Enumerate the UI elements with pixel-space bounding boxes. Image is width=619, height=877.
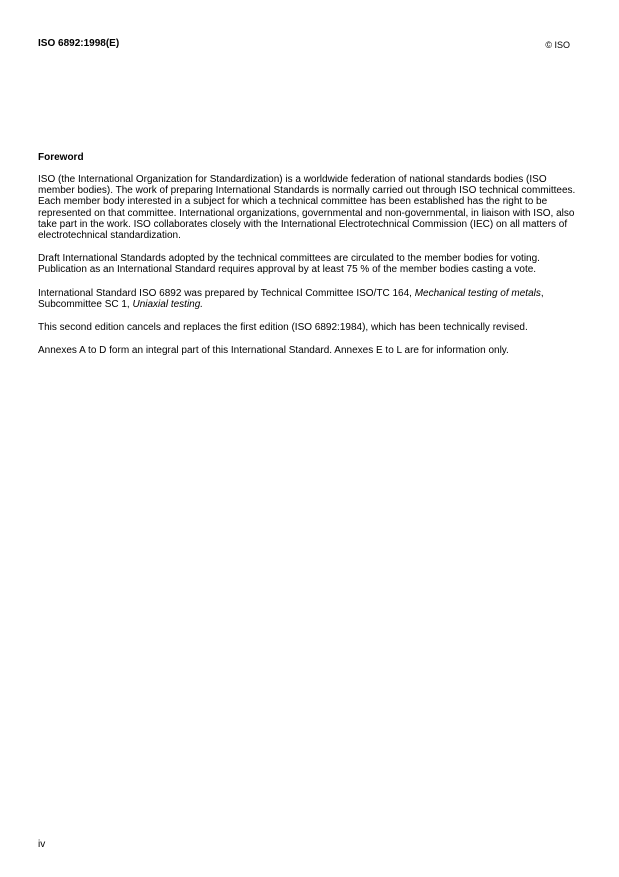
page-number: iv [38, 839, 46, 850]
standard-number: ISO 6892:1998(E) [38, 38, 120, 49]
subcommittee-name: Uniaxial testing. [132, 298, 204, 310]
foreword-paragraph-4: This second edition cancels and replaces the first edition (ISO 6892:1984), which has been technically revised. [38, 322, 528, 334]
foreword-paragraph-2: Draft International Standards adopted by the technical committees are circulated to the member bodies for voting. Publication as an International Standard requires approval by at least 75 % of the member bodies casting a vote. [38, 253, 540, 276]
foreword-paragraph-1: ISO (the International Organization for Standardization) is a worldwide federation of national standards bodies (ISO member bodies). The work of preparing International Standards is normally carried out through ISO technical committees. Each member body interested in a subject for which a technical committee has been established has the right to be represented on that committee. International organizations, governmental and non-governmental, in liaison with ISO, also take part in the work. ISO collaborates closely with the International Electrotechnical Commission (IEC) on all matters of electrotechnical standardization. [38, 174, 576, 242]
paragraph-3-text-a: International Standard ISO 6892 was prepared by Technical Committee ISO/TC 164, [38, 287, 415, 299]
foreword-paragraph-5: Annexes A to D form an integral part of this International Standard. Annexes E to L are for information only. [38, 345, 509, 357]
foreword-section [38, 152, 576, 368]
copyright-notice: © ISO [545, 40, 570, 50]
foreword-paragraph-3 [38, 288, 576, 310]
committee-name: Mechanical testing of metals [414, 287, 541, 299]
foreword-title: Foreword [38, 152, 84, 163]
paragraph-3-text-b: , Subcommittee SC 1, [38, 287, 544, 310]
